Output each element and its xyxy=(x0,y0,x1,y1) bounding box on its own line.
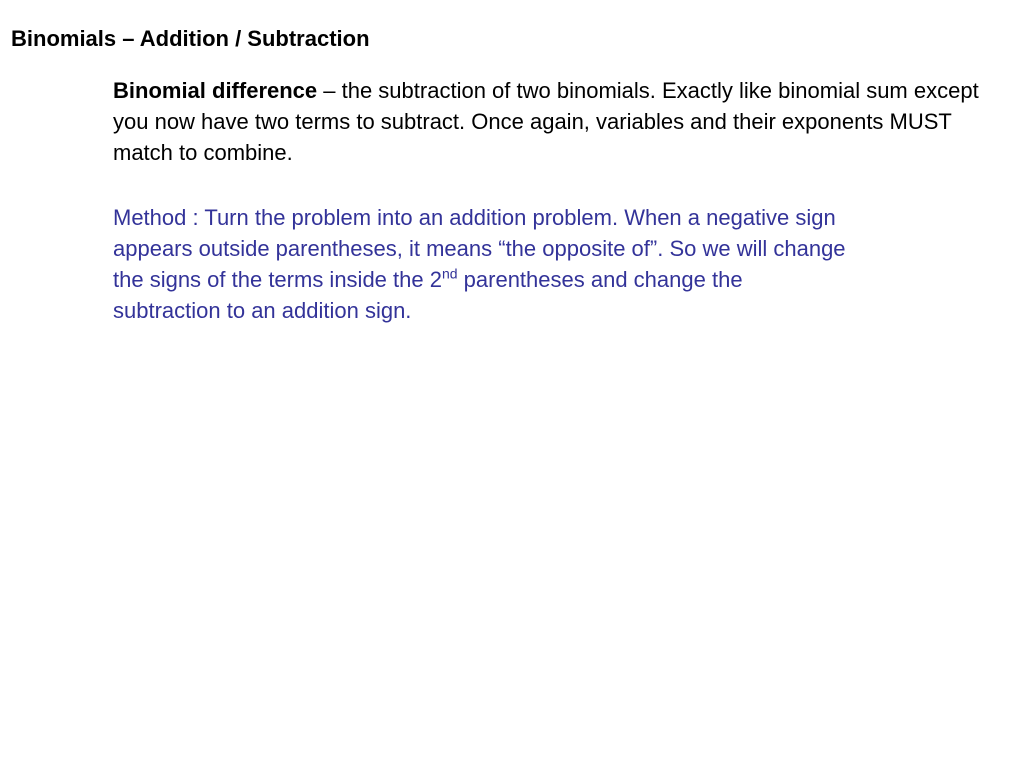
definition-term: Binomial difference xyxy=(113,78,318,103)
slide-title: Binomials – Addition / Subtraction xyxy=(11,26,370,51)
method-text-before: Method : Turn the problem into an addition problem. When a negative sign appears outside parentheses, it means “the opposite of”. So we will change the signs of the terms inside the 2 xyxy=(113,205,846,292)
definition-text: – the subtraction of two binomials. Exactly like binomial sum except you now have two terms to subtract. Once again, variables and their exponents MUST match to combine. xyxy=(113,78,979,165)
ordinal-superscript: nd xyxy=(441,265,458,282)
definition-paragraph xyxy=(113,75,993,168)
method-paragraph xyxy=(113,202,853,326)
method-text-after: parentheses and change the subtraction to an addition sign. xyxy=(113,267,743,323)
